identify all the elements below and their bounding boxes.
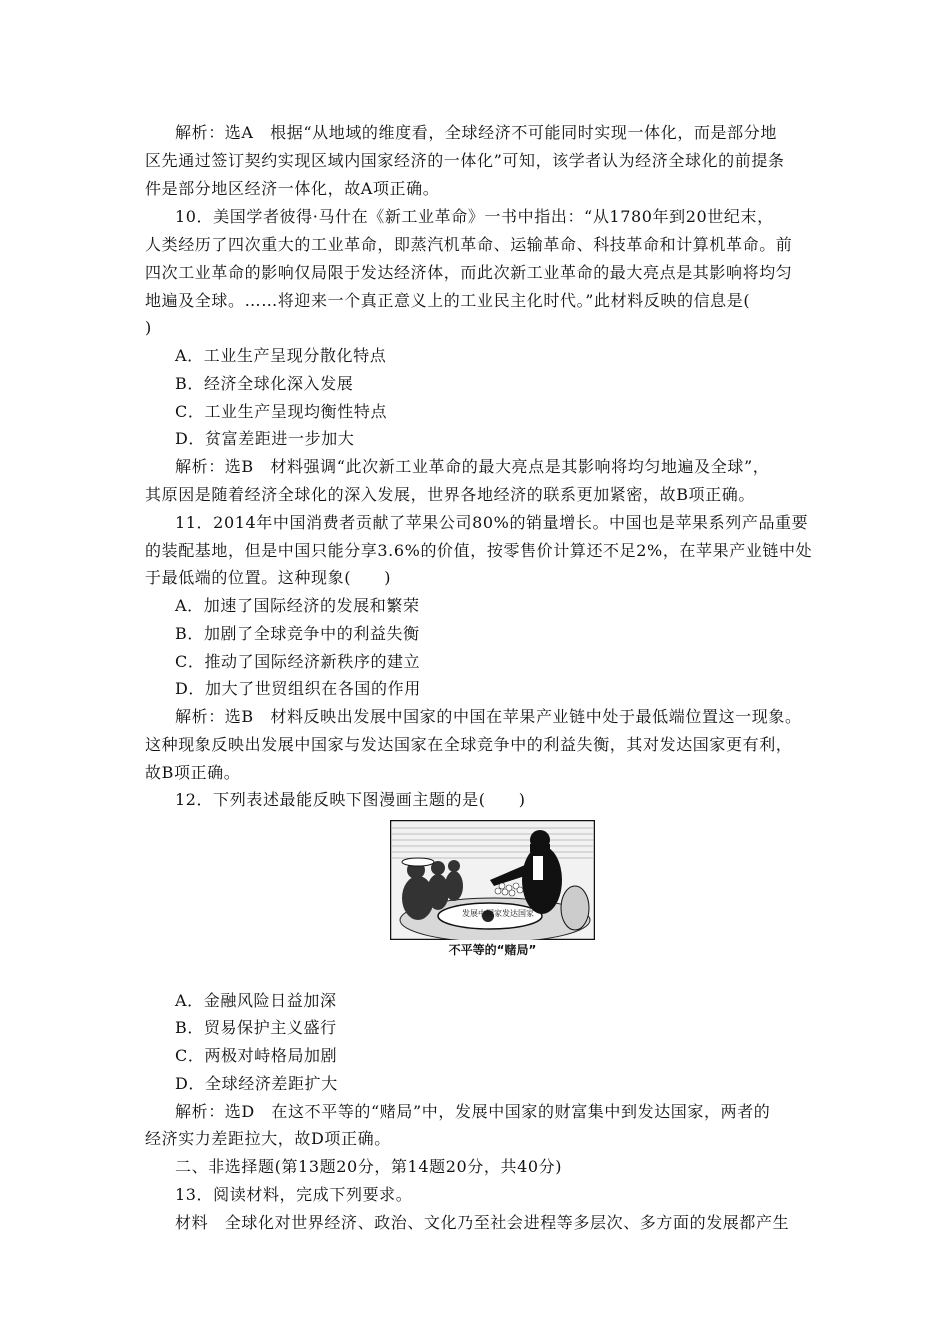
option-c: C．工业生产呈现均衡性特点	[175, 402, 388, 421]
option-a: A．工业生产呈现分散化特点	[175, 346, 387, 365]
option-a: A．金融风险日益加深	[175, 991, 337, 1010]
text-line: 的装配基地，但是中国只能分享3.6%的价值，按零售价计算还不足2%，在苹果产业链中处	[145, 541, 813, 560]
text-line: 这种现象反映出发展中国家与发达国家在全球竞争中的利益失衡，其对发达国家更有利，	[145, 735, 793, 754]
option-a: A．加速了国际经济的发展和繁荣	[175, 596, 420, 615]
text-line: 区先通过签订契约实现区域内国家经济的一体化”可知，该学者认为经济全球化的前提条	[145, 151, 785, 170]
text-line: 12．下列表述最能反映下图漫画主题的是( )	[175, 790, 526, 809]
text-line: 材料 全球化对世界经济、政治、文化乃至社会进程等多层次、多方面的发展都产生	[175, 1213, 790, 1232]
text-line: 四次工业革命的影响仅局限于发达经济体，而此次新工业革命的最大亮点是其影响将均匀	[145, 263, 793, 282]
cartoon-image	[390, 820, 595, 940]
option-c: C．推动了国际经济新秩序的建立	[175, 652, 421, 671]
option-d: D．加大了世贸组织在各国的作用	[175, 679, 421, 698]
label-developed: 发达国家	[502, 909, 534, 918]
text-line: 解析：选B 材料反映出发展中国家的中国在苹果产业链中处于最低端位置这一现象。	[175, 707, 802, 726]
text-line: 人类经历了四次重大的工业革命，即蒸汽机革命、运输革命、科技革命和计算机革命。前	[145, 235, 793, 254]
text-line: 经济实力差距拉大，故D项正确。	[145, 1129, 391, 1148]
section-heading: 二、非选择题(第13题20分，第14题20分，共40分)	[175, 1157, 563, 1176]
text-line: 10．美国学者彼得·马什在《新工业革命》一书中指出：“从1780年到20世纪末，	[175, 207, 774, 226]
text-line: 11．2014年中国消费者贡献了苹果公司80%的销量增长。中国也是苹果系列产品重要	[175, 513, 809, 532]
option-b: B．贸易保护主义盛行	[175, 1018, 337, 1037]
text-line: 于最低端的位置。这种现象( )	[145, 568, 392, 587]
text-line: 13．阅读材料，完成下列要求。	[175, 1185, 413, 1204]
text-line: 件是部分地区经济一体化，故A项正确。	[145, 179, 440, 198]
option-c: C．两极对峙格局加剧	[175, 1046, 338, 1065]
option-b: B．经济全球化深入发展	[175, 374, 354, 393]
text-line: 其原因是随着经济全球化的深入发展，世界各地经济的联系更加紧密，故B项正确。	[145, 485, 755, 504]
text-line: 解析：选D 在这不平等的“赌局”中，发展中国家的财富集中到发达国家，两者的	[175, 1102, 771, 1121]
text-line: 解析：选A 根据“从地域的维度看，全球经济不可能同时实现一体化，而是部分地	[175, 123, 777, 142]
text-line: )	[145, 318, 152, 337]
text-line: 地遍及全球。……将迎来一个真正意义上的工业民主化时代。”此材料反映的信息是(	[145, 291, 751, 310]
option-b: B．加剧了全球竞争中的利益失衡	[175, 624, 420, 643]
figure-caption: 不平等的“赌局”	[448, 943, 537, 957]
label-developing: 发展中国家	[462, 909, 502, 918]
option-d: D．贫富差距进一步加大	[175, 429, 355, 448]
text-line: 解析：选B 材料强调“此次新工业革命的最大亮点是其影响将均匀地遍及全球”，	[175, 457, 770, 476]
text-line: 故B项正确。	[145, 763, 241, 782]
option-d: D．全球经济差距扩大	[175, 1074, 338, 1093]
